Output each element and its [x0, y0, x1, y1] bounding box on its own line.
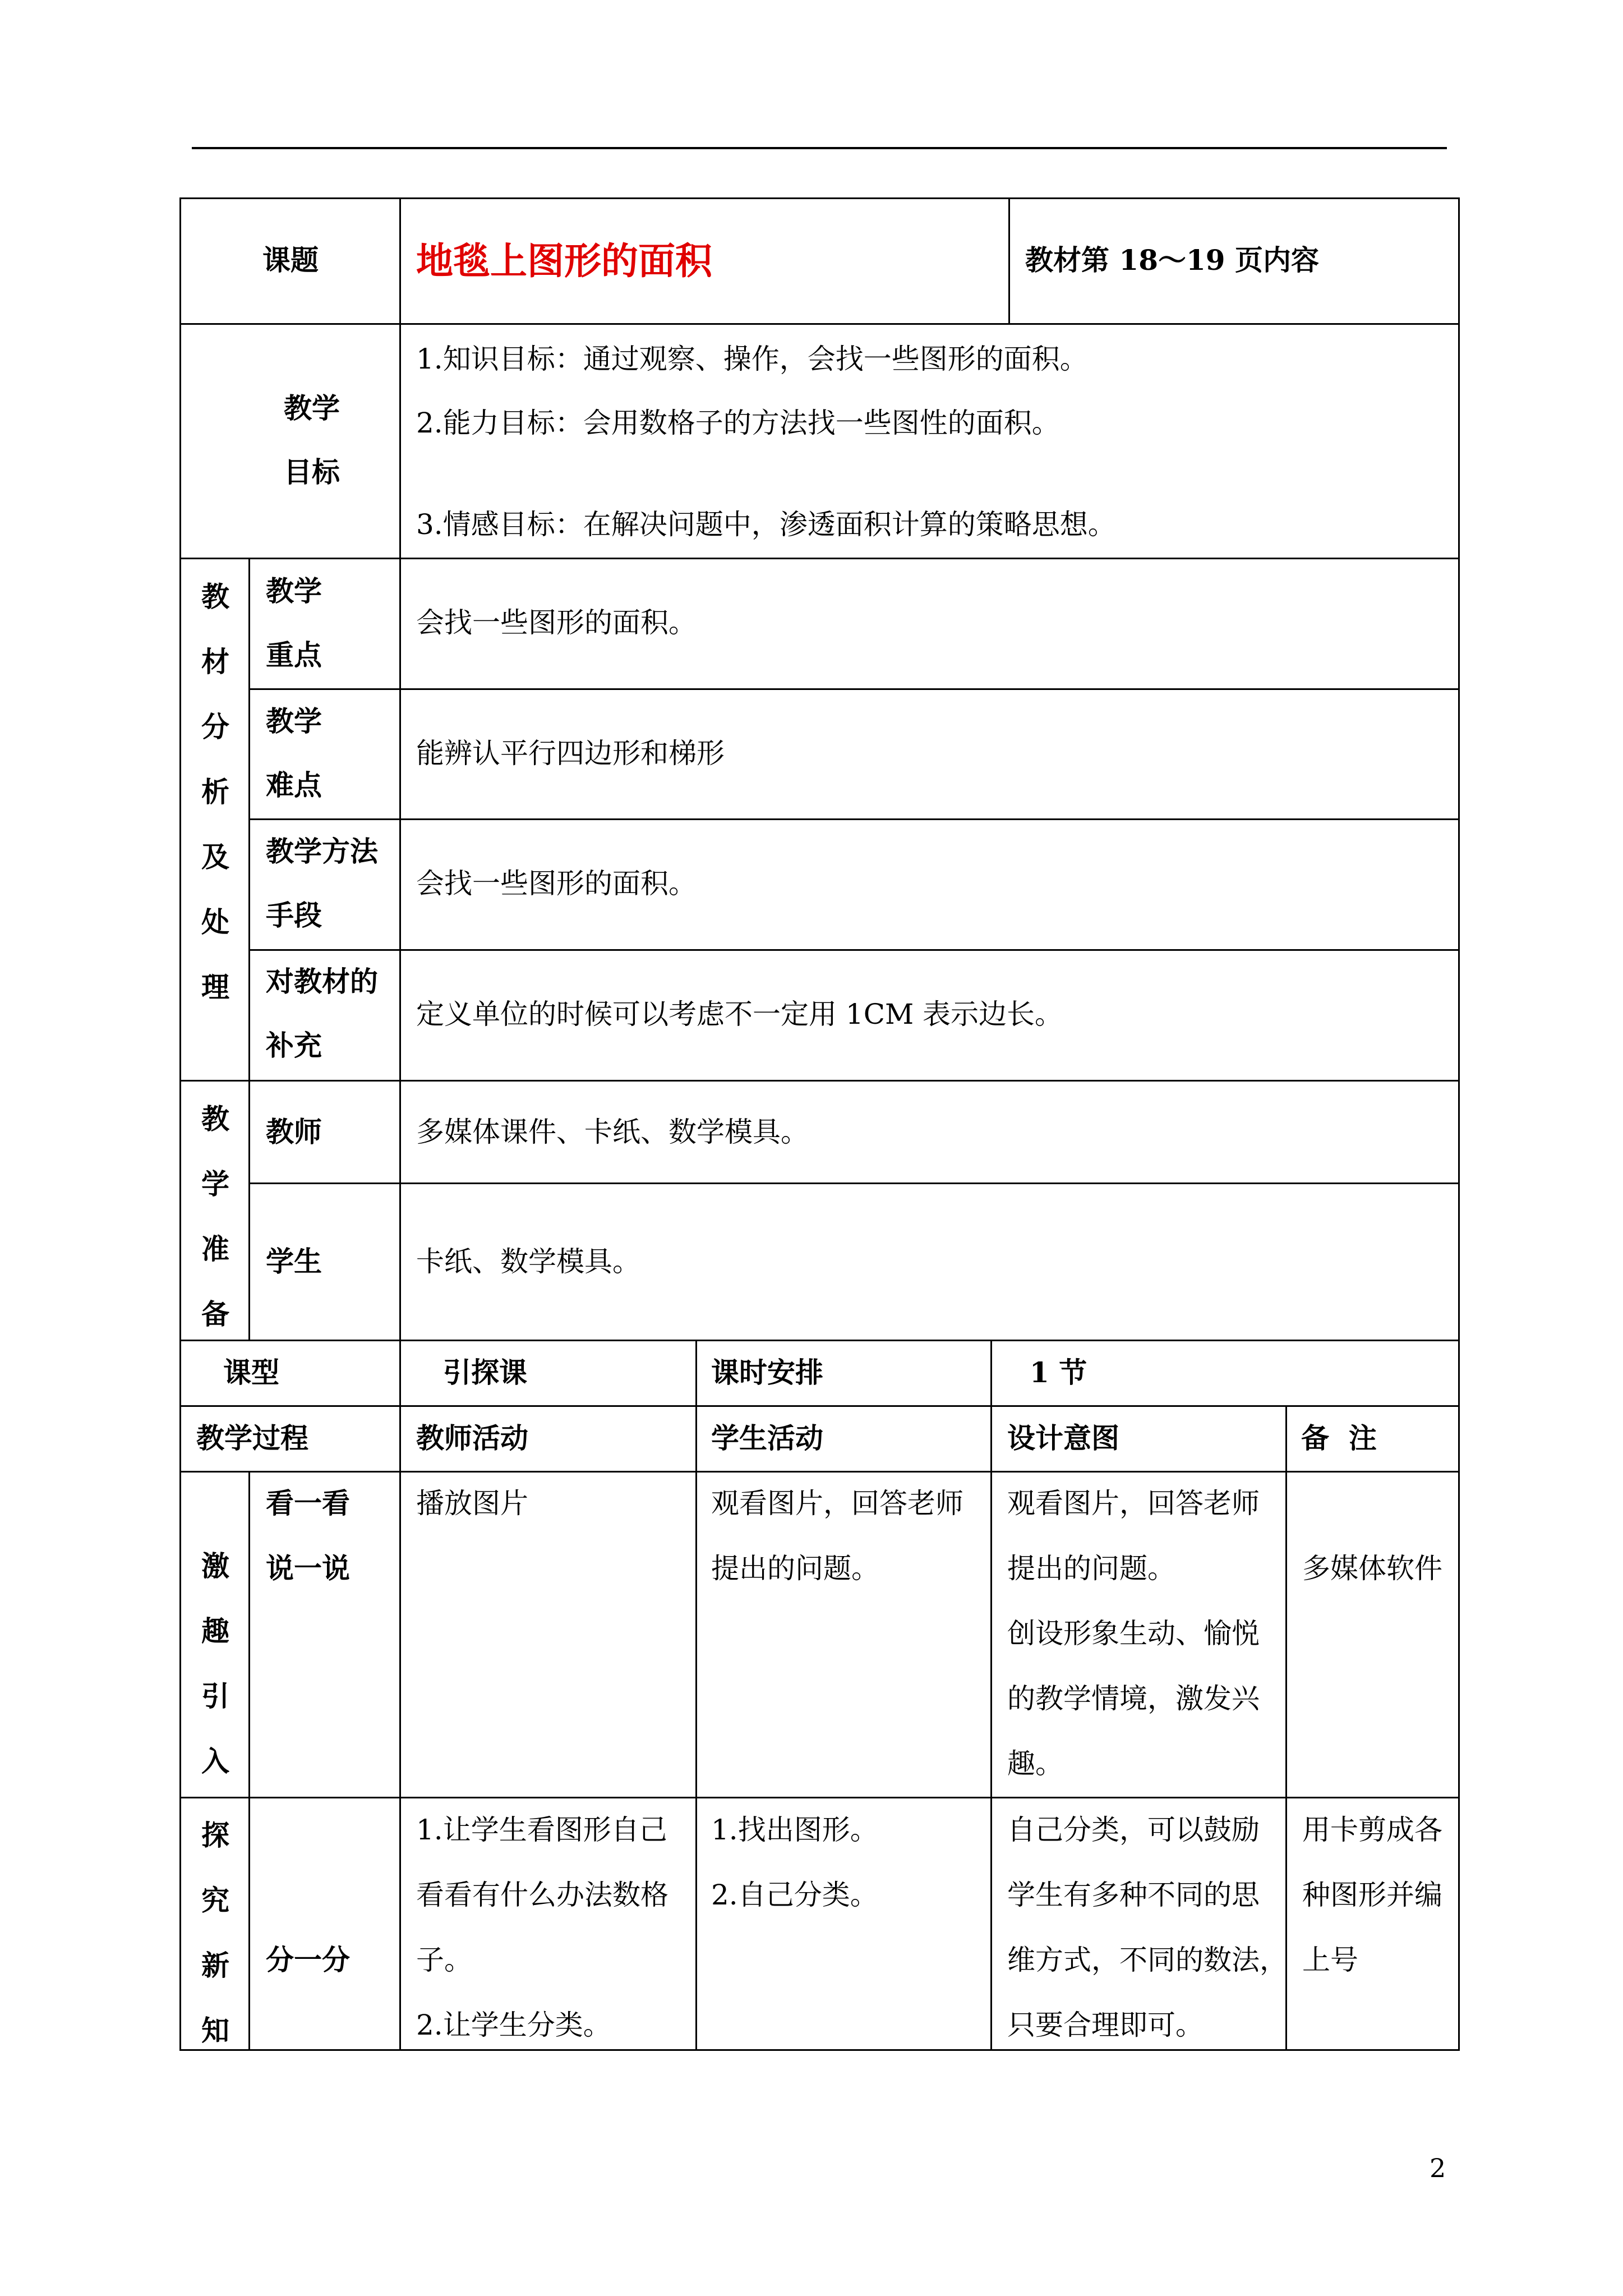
stage2-note-line: 上号: [1302, 1944, 1358, 1976]
row-line: [179, 323, 1460, 325]
stage1-student-line: 提出的问题。: [711, 1552, 879, 1585]
stage1-intent-line: 观看图片，回答老师: [1007, 1487, 1260, 1520]
col-line: [990, 1340, 992, 2051]
row-line: [179, 1340, 1460, 1341]
row-line: [179, 558, 1460, 559]
stage1-note-line: 多媒体软件: [1302, 1552, 1442, 1585]
stage2-student-line: 1.找出图形。: [711, 1814, 878, 1846]
teacher-prep-content: 多媒体课件、卡纸、数学模具。: [416, 1116, 809, 1148]
supplement-label-line2: 补充: [266, 1029, 322, 1062]
row-line: [179, 1797, 1460, 1798]
schedule-label: 课时安排: [711, 1356, 823, 1389]
prep-group-label-char: 备: [201, 1297, 229, 1331]
stage2-note-line: 种图形并编: [1302, 1879, 1442, 1911]
row-line: [179, 1471, 1460, 1473]
difficulty-label-line2: 难点: [266, 769, 322, 802]
analysis-group-label-char: 及: [201, 840, 229, 873]
stage2-teacher-line: 看看有什么办法数格: [416, 1879, 668, 1911]
col-line: [248, 558, 250, 1340]
stage2-intent-line: 维方式，不同的数法，: [1007, 1944, 1288, 1976]
stage2-intent-line: 学生有多种不同的思: [1007, 1879, 1260, 1911]
table-border-top: [179, 197, 1460, 199]
stage2-group-label-char: 究: [201, 1884, 229, 1917]
stage1-intent-line: 创设形象生动、愉悦: [1007, 1617, 1260, 1650]
analysis-group-label-char: 理: [201, 970, 229, 1004]
row-line: [179, 1080, 1460, 1082]
analysis-group-label-char: 析: [201, 775, 229, 808]
process-header-col3: 学生活动: [711, 1421, 823, 1455]
stage1-intent-line: 提出的问题。: [1007, 1552, 1175, 1585]
sub-row-line: [248, 1182, 1460, 1184]
row-line: [179, 1405, 1460, 1407]
key-point-label-line2: 重点: [266, 638, 322, 671]
table-border-bottom: [179, 2049, 1460, 2051]
lesson-title: 地毯上图形的面积: [416, 239, 712, 283]
analysis-group-label-char: 处: [201, 905, 229, 938]
analysis-group-label-char: 教: [201, 580, 229, 613]
stage1-step-line2: 说一说: [266, 1552, 350, 1585]
sub-row-line: [248, 818, 1460, 820]
stage2-note-line: 用卡剪成各: [1302, 1814, 1442, 1846]
stage1-group-label-char: 趣: [201, 1614, 229, 1648]
col-line: [695, 1340, 697, 2051]
sub-row-line: [248, 688, 1460, 690]
table-border-left: [179, 197, 181, 2051]
student-prep-content: 卡纸、数学模具。: [416, 1245, 640, 1278]
stage1-group-label-char: 激: [201, 1549, 229, 1582]
schedule-value: 1 节: [1030, 1356, 1087, 1389]
col-line: [399, 197, 401, 2051]
col-line: [248, 1471, 250, 2051]
prep-group-label-char: 准: [201, 1232, 229, 1266]
objective-item: 3.情感目标：在解决问题中，渗透面积计算的策略思想。: [416, 508, 1116, 541]
prep-group-label-char: 教: [201, 1102, 229, 1135]
objective-item: 2.能力目标：会用数格子的方法找一些图性的面积。: [416, 407, 1060, 439]
analysis-group-label-char: 分: [201, 710, 229, 743]
stage2-student-line: 2.自己分类。: [711, 1879, 878, 1911]
supplement-content: 定义单位的时候可以考虑不一定用 1CM 表示边长。: [416, 998, 1063, 1030]
stage2-intent-line: 自己分类，可以鼓励: [1007, 1814, 1260, 1846]
key-point-label-line1: 教学: [266, 574, 322, 608]
method-label-line2: 手段: [266, 899, 322, 932]
stage2-teacher-line: 1.让学生看图形自己: [416, 1814, 667, 1846]
key-point-content: 会找一些图形的面积。: [416, 606, 697, 639]
stage1-intent-line: 趣。: [1007, 1747, 1063, 1780]
method-label-line1: 教学方法: [266, 835, 378, 868]
stage1-group-label-char: 入: [201, 1745, 229, 1778]
stage1-step-line1: 看一看: [266, 1487, 350, 1520]
teacher-prep-label: 教师: [266, 1115, 322, 1148]
supplement-label-line1: 对教材的: [266, 965, 378, 998]
page-number: 2: [1430, 2153, 1446, 2183]
difficulty-content: 能辨认平行四边形和梯形: [416, 737, 725, 770]
process-header-col1: 教学过程: [196, 1421, 308, 1455]
stage2-teacher-line: 2.让学生分类。: [416, 2009, 611, 2041]
process-header-col4: 设计意图: [1007, 1421, 1119, 1455]
objectives-label-line2: 目标: [284, 455, 340, 489]
stage1-student-line: 观看图片，回答老师: [711, 1487, 963, 1520]
stage2-teacher-line: 子。: [416, 1944, 472, 1976]
stage1-teacher-line: 播放图片: [416, 1487, 528, 1520]
stage1-intent-line: 的教学情境，激发兴: [1007, 1682, 1260, 1715]
stage2-step: 分一分: [266, 1943, 350, 1976]
textbook-pages: 教材第 18～19 页内容: [1025, 243, 1319, 277]
process-header-col5: 备 注: [1301, 1421, 1377, 1455]
objectives-label-line1: 教学: [284, 392, 340, 425]
table-border-right: [1458, 197, 1460, 2051]
stage2-intent-line: 只要合理即可。: [1007, 2009, 1204, 2041]
objective-item: 1.知识目标：通过观察、操作，会找一些图形的面积。: [416, 343, 1088, 375]
student-prep-label: 学生: [266, 1245, 322, 1278]
analysis-group-label-char: 材: [201, 645, 229, 678]
lesson-type-value: 引探课: [443, 1356, 527, 1389]
stage2-group-label-char: 探: [201, 1819, 229, 1852]
header-rule: [192, 147, 1447, 149]
lesson-type-label: 课型: [223, 1356, 279, 1389]
col-line: [1008, 197, 1010, 324]
stage1-group-label-char: 引: [201, 1680, 229, 1713]
stage2-group-label-char: 知: [201, 2014, 229, 2047]
process-header-col2: 教师活动: [416, 1421, 528, 1455]
method-content: 会找一些图形的面积。: [416, 867, 697, 900]
stage2-group-label-char: 新: [201, 1949, 229, 1982]
sub-row-line: [248, 949, 1460, 951]
prep-group-label-char: 学: [201, 1167, 229, 1200]
title-row-label: 课题: [262, 243, 319, 277]
difficulty-label-line1: 教学: [266, 705, 322, 738]
